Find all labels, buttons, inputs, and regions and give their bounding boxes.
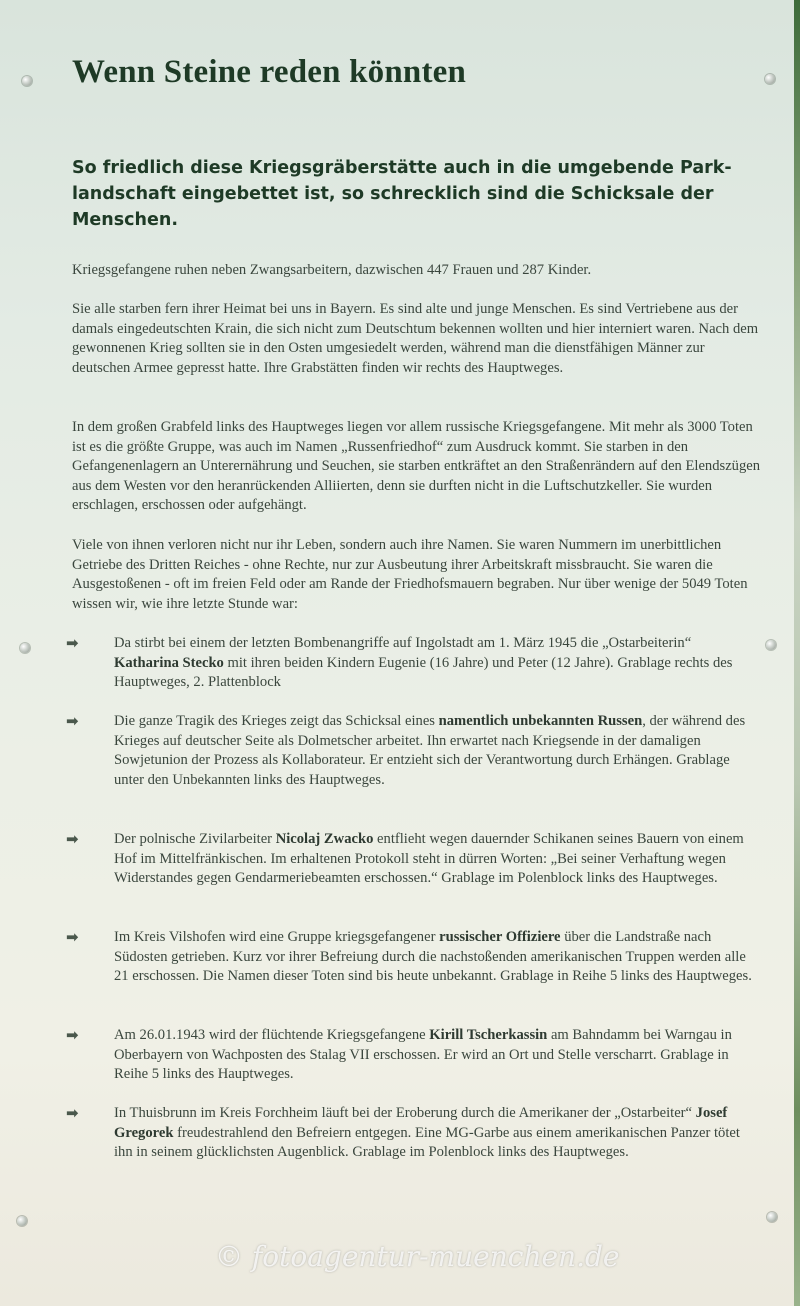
- arrow-right-icon: ➡: [66, 928, 79, 946]
- list-item: [66, 830, 756, 889]
- intro-text: So friedlich diese Kriegsgräberstätte auch in die umgebende Park-landschaft eingebettet ist, so schrecklich sind die Schicksale der Menschen.: [72, 158, 732, 230]
- list-item: [66, 712, 756, 790]
- entry-name: namentlich unbekannten Russen: [438, 713, 643, 729]
- entry-text: In Thuisbrunn im Kreis Forchheim läuft bei der Eroberung durch die Amerikaner der „Ostarbeiter“ Josef Gregorek freudestrahlend den Befreiern entgegen. Eine MG-Garbe aus einem amerikanischen Panzer tötet ihn in seinem glücklichsten Augenblick. Grablage im Polenblock links des Hauptweges.: [114, 1105, 740, 1161]
- watermark: © fotoagentur-muenchen.de: [215, 1240, 620, 1273]
- screw-top-right: [765, 74, 775, 84]
- background-foliage-edge: [794, 0, 800, 1306]
- arrow-right-icon: ➡: [66, 1104, 79, 1122]
- screw-middle-right: [766, 640, 776, 650]
- arrow-right-icon: ➡: [66, 634, 79, 652]
- arrow-right-icon: ➡: [66, 1026, 79, 1044]
- list-item: [66, 1026, 756, 1085]
- entry-text: Da stirbt bei einem der letzten Bombenangriffe auf Ingolstadt am 1. März 1945 die „Ostarbeiterin“ Katharina Stecko mit ihren beiden Kindern Eugenie (16 Jahre) und Peter (12 Jahre). Grablage rechts des Hauptweges, 2. Plattenblock: [114, 635, 733, 691]
- screw-bottom-right: [767, 1212, 777, 1222]
- arrow-right-icon: ➡: [66, 830, 79, 848]
- list-item: [66, 1104, 756, 1163]
- arrow-right-icon: ➡: [66, 712, 79, 730]
- paragraph-2: Sie alle starben fern ihrer Heimat bei uns in Bayern. Es sind alte und junge Menschen. Es sind Vertriebene aus der damals eingedeutschten Krain, die sich nicht zum Deutschtum bekennen wollten und hier interniert waren. Nach dem gewonnenen Krieg sollten sie in den Osten umgesiedelt werden, während man die dienstfähigen Männer zur deutschen Armee gepresst hatte. Ihre Grabstätten finden wir rechts des Hauptweges.: [72, 301, 759, 376]
- entry-name: Josef Gregorek: [114, 1105, 728, 1141]
- entry-name: Kirill Tscherkassin: [429, 1027, 548, 1043]
- screw-top-left: [22, 76, 32, 86]
- screw-middle-left: [20, 643, 30, 653]
- entry-text: Im Kreis Vilshofen wird eine Gruppe kriegsgefangener russischer Offiziere über die Landstraße nach Südosten getrieben. Kurz vor ihrer Befreiung durch die nachstoßenden amerikanischen Truppen werden alle 21 erschossen. Die Namen dieser Toten sind bis heute unbekannt. Grablage in Reihe 5 links des Hauptweges.: [114, 929, 752, 985]
- entry-name: Katharina Stecko: [114, 654, 224, 671]
- entry-name: russischer Offiziere: [439, 929, 561, 945]
- paragraph-1: Kriegsgefangene ruhen neben Zwangsarbeitern, dazwischen 447 Frauen und 287 Kinder.: [72, 262, 592, 278]
- entry-text: Der polnische Zivilarbeiter Nicolaj Zwacko entflieht wegen dauernder Schikanen seines Bauern von einem Hof im Mittelfränkischen. Im erhaltenen Protokoll steht in dürren Worten: „Bei seiner Verhaftung wegen Widerstandes gegen Gendarmeriebeamten erschossen.“ Grablage im Polenblock links des Hauptweges.: [114, 831, 744, 887]
- paragraph-4: Viele von ihnen verloren nicht nur ihr Leben, sondern auch ihre Namen. Sie waren Nummern im unerbittlichen Getriebe des Dritten Reiches - ohne Rechte, nur zur Ausbeutung ihrer Arbeitskraft missbraucht. Sie waren die Ausgestoßenen - oft im freien Feld oder am Rande der Friedhofsmauern begraben. Nur über wenige der 5049 Toten wissen wir, wie ihre letzte Stunde war:: [72, 537, 748, 612]
- entry-name: Nicolaj Zwacko: [275, 831, 374, 847]
- screw-bottom-left: [17, 1216, 27, 1226]
- page-title: Wenn Steine reden könnten: [72, 54, 467, 90]
- entry-text: Die ganze Tragik des Krieges zeigt das Schicksal eines namentlich unbekannten Russen, der während des Krieges auf deutscher Seite als Dolmetscher arbeitet. Ihn erwartet nach Kriegsende in der damaligen Sowjetunion der Prozess als Kollaborateur. Er entzieht sich der Verantwortung durch Erhängen. Grablage unter den Unbekannten links des Hauptweges.: [114, 713, 746, 788]
- list-item: [66, 634, 756, 693]
- list-item: [66, 928, 756, 987]
- paragraph-3: In dem großen Grabfeld links des Hauptweges liegen vor allem russische Kriegsgefangene. Mit mehr als 3000 Toten ist es die größte Gruppe, was auch im Namen „Russenfriedhof“ zum Ausdruck kommt. Sie starben in den Gefangenenlagern an Unterernährung und Seuchen, sie starben entkräftet an den Straßenrändern auf den Elendszügen aus dem Westen vor den heranrückenden Alliierten, denn sie durften nicht in die Luftschutzkeller. Sie wurden erschlagen, erschossen oder aufgehängt.: [72, 419, 761, 514]
- entry-text: Am 26.01.1943 wird der flüchtende Kriegsgefangene Kirill Tscherkassin am Bahndamm bei Warngau in Oberbayern von Wachposten des Stalag VII erschossen. Er wird an Ort und Stelle verscharrt. Grablage in Reihe 5 links des Hauptweges.: [114, 1027, 732, 1083]
